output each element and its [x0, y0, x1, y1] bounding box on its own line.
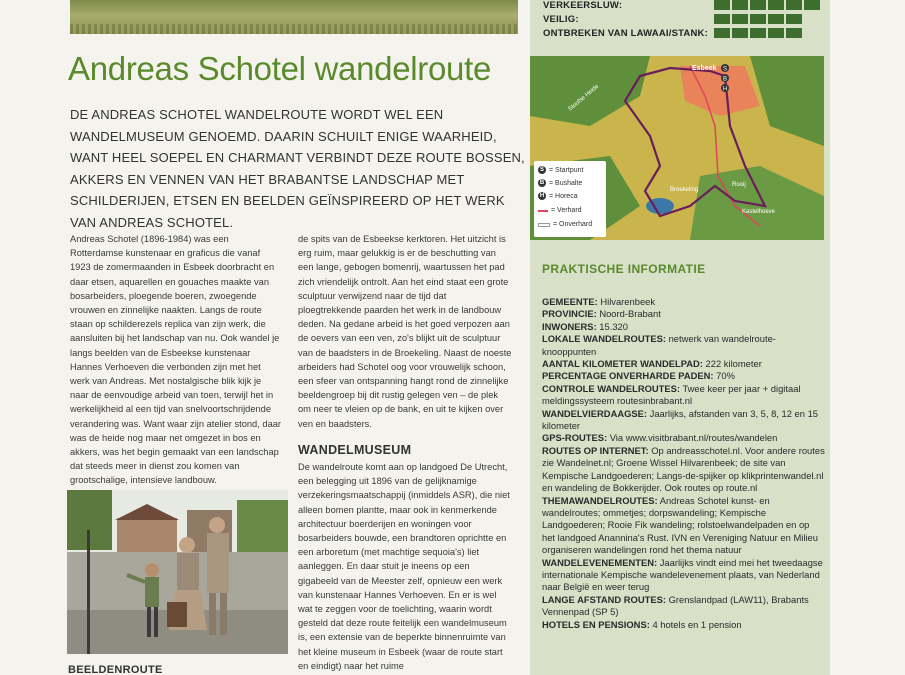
startpunt-icon: S	[539, 167, 544, 173]
info-item-label: WANDELVIERDAAGSE:	[542, 407, 648, 419]
legend-label: = Startpunt	[549, 166, 584, 174]
legend-label: = Bushalte	[549, 179, 583, 187]
score-bar-segment	[714, 28, 730, 38]
score-bar-segment	[768, 28, 784, 38]
info-item	[542, 358, 825, 370]
score-bar-segment	[768, 14, 784, 24]
article-column-2	[298, 232, 512, 431]
sculpture-photo	[67, 490, 288, 654]
info-item-label: AANTAL KILOMETER WANDELPAD:	[542, 358, 703, 370]
score-bar-segment	[714, 0, 730, 10]
info-item	[542, 594, 825, 619]
score-label-verkeersluw: VERKEERSLUW:	[543, 0, 623, 11]
info-item-value: Jaarlijks vindt eind mei het tweedaagse internationale Kempische wandelevenement plaats, van Nederland naar België en weer terug	[542, 556, 823, 593]
info-item-label: GPS-ROUTES:	[542, 432, 608, 444]
score-bar-lawaai	[714, 28, 802, 38]
info-item	[542, 333, 825, 358]
info-item-label: INWONERS:	[542, 320, 597, 332]
score-bar-veilig	[714, 14, 802, 24]
info-item-label: WANDELEVENEMENTEN:	[542, 556, 658, 568]
legend-startpunt	[538, 166, 583, 174]
svg-text:H: H	[722, 86, 728, 93]
legend-label: = Onverhard	[553, 221, 593, 228]
legend-label: = Horeca	[549, 192, 578, 200]
map-label-rooij: Rooij	[732, 182, 746, 188]
score-bar-verkeersluw	[714, 0, 820, 10]
info-item	[542, 557, 825, 594]
legend-bushalte	[538, 179, 582, 187]
score-bar-segment	[786, 14, 802, 24]
info-item	[542, 445, 825, 495]
score-bar-segment	[750, 28, 766, 38]
map-legend	[534, 161, 606, 237]
article-intro	[70, 104, 530, 233]
info-heading: PRAKTISCHE INFORMATIE	[542, 262, 706, 276]
info-item-value: 15.320	[599, 320, 628, 332]
info-item-label: PERCENTAGE ONVERHARDE PADEN:	[542, 370, 714, 382]
info-item-label: HOTELS EN PENSIONS:	[542, 618, 650, 630]
score-bar-segment	[732, 14, 748, 24]
legend-verhard	[538, 207, 582, 214]
score-bar-segment	[768, 0, 784, 10]
legend-label: = Verhard	[551, 207, 582, 214]
article-title: Andreas Schotel wandelroute	[68, 50, 492, 87]
info-item-value: Twee keer per jaar + digitaal meldingssysteem routesinbrabant.nl	[542, 382, 801, 407]
info-item-label: GEMEENTE:	[542, 296, 598, 307]
score-bar-segment	[750, 0, 766, 10]
info-item-value: 70%	[716, 370, 735, 382]
info-item-value: Jaarlijks, afstanden van 3, 5, 8, 12 en 15 kilometer	[542, 407, 818, 432]
beeldenroute-heading: BEELDENROUTE	[68, 664, 163, 675]
info-item-value: Via www.visitbrabant.nl/routes/wandelen	[609, 432, 778, 444]
onverhard-line-icon	[538, 223, 550, 227]
info-item-value: Hilvarenbeek	[600, 296, 656, 307]
info-item-label: CONTROLE WANDELROUTES:	[542, 382, 681, 394]
map-label-stoofse-heide: Stoofse Heide	[567, 83, 601, 113]
svg-text:B: B	[722, 76, 728, 83]
map-label-kastelhoeve: Kastelhoeve	[742, 209, 776, 215]
wandelmuseum-paragraph: De wandelroute komt aan op landgoed De Utrecht, een belegging uit 1896 van de gelijknamige verzekeringsmaatschappij (inmiddels ASR), die niet alleen bomen plantte, maar ook in kenmerkende architectuur boerderijen en woningen voor bosarbeiders bouwde, een brandtoren oprichtte en een arboretum (met machtige sequoia's) liet aanleggen. En daar stuit je ineens op een gigabeeld van de Meester zelf, opnieuw een werk van kunstenaar Hannes Verhoeven. En er is wel wat te zeggen voor de toelichting, waarin wordt gesteld dat deze route feitelijk een wandelmuseum is, een extensie van de beperkte binnenruimte van het kleine museum in Esbeek (waar de route start en eindigt) naar het ruime	[298, 462, 510, 671]
column-2-text: de spits van de Esbeekse kerktoren. Het uitzicht is erg ruim, maar gelukkig is er de beschutting van een lange, gebogen bomenrij, waartussen het pad zich vriendelijk ontrolt. Aan het eind staat een grote sculptuur verwijzend naar de tijd dat ploegtrekkende paarden het werk in de landbouw deden. Na gedane arbeid is het goed verpozen aan de oevers van een ven, zo's blijkt uit de sculptuur van de baadsters in de Broekeling. Naast de noeste arbeiders had Schotel oog voor vrouwelijk schoon, een sfeer van ontspanning hangt rond de zinnelijke beeldengroep bij dit rustig gelegen ven – de plek om neer te vleien op de bank, en uit te kijken over ven en baadsters.	[298, 234, 512, 429]
info-item	[542, 619, 825, 631]
info-item-value: 4 hotels en 1 pension	[652, 618, 742, 630]
info-item	[542, 321, 825, 333]
info-item	[542, 296, 825, 308]
column-1-text: Andreas Schotel (1896-1984) was een Rotterdamse kunstenaar en graficus die vanaf 1923 de zomermaanden in Esbeek doorbracht en daar etsen, aquarellen en gouaches maakte van bosarbeiders, ploegende boeren, zwoegende vrouwen en zinnelijke naakten. Langs de route staan op schilderezels replica van zijn werk, die aansluiten bij het landschap van nu. Ook wandel je langs beelden van de Esbeekse kunstenaar Hannes Verhoeven die verbonden zijn met het werk van Andreas. Met nostalgische blik kijk je naar de eenvoudige arbeid van toen, terwijl het in werkelijkheid al een tijd van snelvoortschrijdende verandering was. Want waar zijn atelier stond, daar was de heide nog maar net omgezet in bos en akkers, was het begin gemaakt van een landschap dat steeds meer in dienst zou komen van grootschalige, intensieve landbouw.	[70, 234, 282, 486]
horeca-icon: H	[539, 193, 545, 199]
score-label-veilig: VEILIG:	[543, 14, 579, 25]
info-item-label: LANGE AFSTAND ROUTES:	[542, 593, 666, 605]
verhard-line-icon	[538, 210, 548, 212]
info-item-label: ROUTES OP INTERNET:	[542, 444, 649, 456]
info-item-label: PROVINCIE:	[542, 308, 597, 320]
info-item-label: LOKALE WANDELROUTES:	[542, 333, 666, 345]
map-label-broekeling: Broekeling	[670, 187, 699, 193]
info-item-value: 222 kilometer	[705, 358, 762, 370]
info-item-value: Grenslandpad (LAW11), Brabants Vennenpad (SP 5)	[542, 593, 809, 618]
info-item-label: THEMAWANDELROUTES:	[542, 494, 658, 506]
score-label-lawaai: ONTBREKEN VAN LAWAAI/STANK:	[543, 28, 708, 39]
svg-text:S: S	[722, 66, 728, 73]
score-bar-segment	[750, 14, 766, 24]
score-bar-segment	[786, 0, 802, 10]
info-item	[542, 495, 825, 557]
info-list	[542, 296, 825, 631]
info-item-value: Noord-Brabant	[599, 308, 661, 320]
legend-onverhard	[538, 221, 592, 228]
info-item	[542, 408, 825, 433]
intro-text: DE ANDREAS SCHOTEL WANDELROUTE WORDT WEL EEN WANDELMUSEUM GENOEMD. DAARIN SCHUILT ENIGE WAARHEID, WANT HEEL SOEPEL EN CHARMANT VERBINDT DEZE ROUTE BOSSEN, AKKERS EN VENNEN VAN HET BRABANTSE LANDSCHAP MET SCHILDERIJEN, ETSEN EN BEELDEN GEÏNSPIREERD OP HET WERK VAN ANDREAS SCHOTEL.	[70, 107, 525, 230]
score-bar-segment	[732, 0, 748, 10]
score-bar-segment	[714, 14, 730, 24]
score-bar-segment	[804, 0, 820, 10]
wandelmuseum-text	[298, 460, 512, 673]
info-item-value: Andreas Schotel kunst- en wandelroutes; ommetjes; dorpswandeling; Kempische Landgoederen; Rooie Fik wandeling; rolstoelwandelpaden en op het landgoed Anannina's Rust. IVN en Vereniging Natuur en Milieu organiseren wandelingen rond het thema natuur	[542, 494, 818, 556]
info-item-value: netwerk van wandelroute-knooppunten	[542, 333, 776, 357]
bushalte-icon: B	[539, 180, 545, 186]
map-label-esbeek: Esbeek	[692, 65, 717, 72]
info-item-value: Op andreasschotel.nl. Voor andere routes zie Wandelnet.nl; Groene Wissel Hilvarenbeek; de site van Kempische Landgoederen; Langs-de-spijker op klikprintenwandel.nl en wandeling de Bokkerijder. Ook routes op route.nl	[542, 444, 825, 494]
score-bar-segment	[732, 28, 748, 38]
score-bar-segment	[786, 28, 802, 38]
article-column-1	[70, 232, 282, 488]
legend-horeca	[538, 192, 578, 200]
sculpture-photo-illustration	[67, 490, 288, 654]
info-item	[542, 370, 825, 382]
top-landscape-photo	[70, 0, 518, 34]
wandelmuseum-heading: WANDELMUSEUM	[298, 443, 412, 457]
info-item	[542, 383, 825, 408]
info-item	[542, 432, 825, 444]
info-item	[542, 308, 825, 320]
